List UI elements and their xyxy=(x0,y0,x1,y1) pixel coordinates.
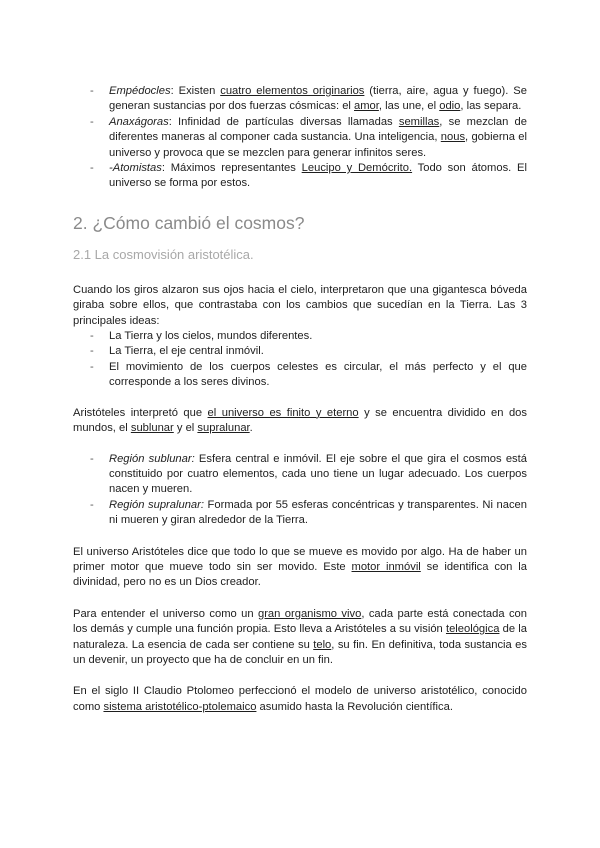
paragraph-organism: Para entender el universo como un gran organismo vivo, cada parte está conectada con los demás y cumple una función propia. Esto lleva a Aristóteles a su visión teleológica de la naturaleza. La esencia de cada ser contiene su telo, su fin. En definitiva, toda sustancia es un devenir, un proyecto que ha de concluir en un fin. xyxy=(73,607,527,666)
ideas-list xyxy=(73,329,527,391)
list-item: - La Tierra y los cielos, mundos diferentes. xyxy=(73,329,527,344)
list-item: - Región supralunar: Formada por 55 esferas concéntricas y transparentes. Ni nacen ni mueren y giran alrededor de la Tierra. xyxy=(73,498,527,529)
list-item: - Anaxágoras: Infinidad de partículas diversas llamadas semillas, se mezclan de diferentes maneras al componer cada sustancia. Una inteligencia, nous, gobierna el universo y provoca que se mezclen para generar infinitos seres. xyxy=(73,115,527,161)
list-item: - Empédocles: Existen cuatro elementos originarios (tierra, aire, agua y fuego). Se generan sustancias por dos fuerzas cósmicas: el amor, las une, el odio, las separa. xyxy=(73,84,527,115)
paragraph-aristotle: Aristóteles interpretó que el universo es finito y eterno y se encuentra dividido en dos mundos, el sublunar y el supralunar. xyxy=(73,406,527,435)
section-title: 2. ¿Cómo cambió el cosmos? xyxy=(73,212,305,233)
section-subtitle: 2.1 La cosmovisión aristotélica. xyxy=(73,246,254,262)
philosophers-list xyxy=(73,84,527,192)
list-item: - -Atomistas: Máximos representantes Leucipo y Demócrito. Todo son átomos. El universo se forma por estos. xyxy=(73,161,527,192)
paragraph-ptolemy: En el siglo II Claudio Ptolomeo perfeccionó el modelo de universo aristotélico, conocido como sistema aristotélico-ptolemaico asumido hasta la Revolución científica. xyxy=(73,685,527,713)
list-item: - El movimiento de los cuerpos celestes es circular, el más perfecto y el que corresponde a los seres divinos. xyxy=(73,360,527,391)
regions-list xyxy=(73,452,527,529)
list-item: - La Tierra, el eje central inmóvil. xyxy=(73,344,527,359)
paragraph-motor: El universo Aristóteles dice que todo lo que se mueve es movido por algo. Ha de haber un primer motor que mueve todo sin ser movido. Este motor inmóvil se identifica con la divinidad, pero no es un Dios creador. xyxy=(73,545,527,589)
paragraph-intro: Cuando los giros alzaron sus ojos hacia el cielo, interpretaron que una gigantesca bóveda giraba sobre ellos, que contrastaba con los cambios que sucedían en la Tierra. Las 3 principales ideas: xyxy=(73,283,527,327)
page-content xyxy=(73,84,527,715)
list-item: - Región sublunar: Esfera central e inmóvil. El eje sobre el que gira el cosmos está constituido por cuatro elementos, cada uno tiene un lugar adecuado. Los cuerpos nacen y mueren. xyxy=(73,452,527,498)
